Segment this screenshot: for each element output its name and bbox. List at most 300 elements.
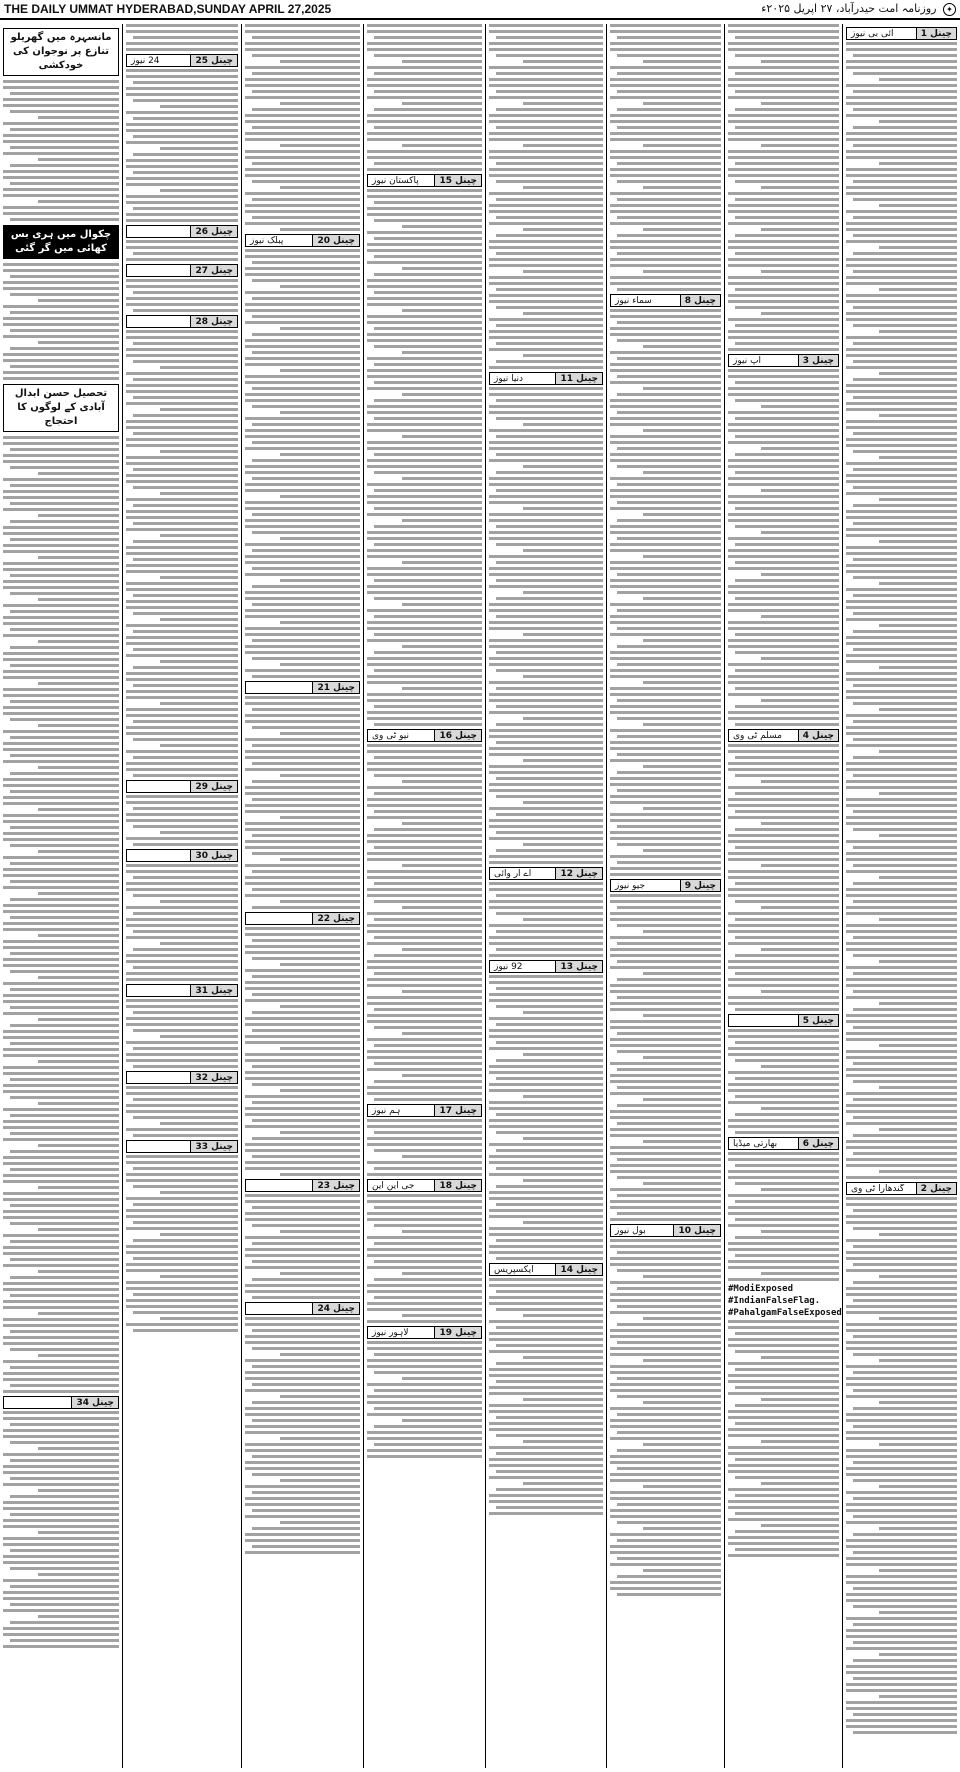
text-line [252, 1545, 360, 1548]
text-line [610, 258, 721, 261]
text-line [846, 1671, 957, 1674]
text-line [252, 1278, 360, 1281]
text-line [846, 1122, 957, 1125]
text-line [853, 270, 957, 273]
text-line [38, 724, 119, 727]
text-line [374, 1098, 482, 1101]
text-line [496, 930, 603, 933]
text-line [402, 1032, 483, 1035]
text-line [38, 299, 119, 302]
text-line [617, 1431, 721, 1434]
text-line [489, 1155, 603, 1158]
text-line [38, 1270, 119, 1273]
text-line [252, 531, 360, 534]
section-header: چینل 18 جی این این [367, 1179, 482, 1192]
text-line [10, 1024, 119, 1027]
text-line [496, 1506, 603, 1509]
text-line [610, 1293, 721, 1296]
text-line [280, 900, 361, 903]
text-line [610, 1062, 721, 1065]
text-line [252, 261, 360, 264]
text-line [846, 426, 957, 429]
text-line [245, 627, 360, 630]
text-line [846, 132, 957, 135]
text-line [879, 204, 957, 207]
text-line [367, 465, 482, 468]
text-line [846, 1377, 957, 1380]
text-line [846, 60, 957, 63]
text-line [846, 1176, 957, 1179]
text-line [367, 150, 482, 153]
text-line [367, 315, 482, 318]
text-line [10, 466, 119, 469]
text-line [610, 315, 721, 318]
text-line [846, 1473, 957, 1476]
text-line [853, 720, 957, 723]
text-line [133, 1185, 238, 1188]
text-line [617, 357, 721, 360]
text-line [252, 744, 360, 747]
text-line [374, 273, 482, 276]
text-line [610, 1257, 721, 1260]
text-line [3, 1072, 119, 1075]
section-header: چینل 12 اے آر وائی [489, 867, 603, 880]
text-line [280, 663, 361, 666]
text-line [496, 216, 603, 219]
text-line [496, 1434, 603, 1437]
text-line [728, 762, 839, 765]
article-text [126, 330, 238, 777]
text-line [489, 294, 603, 297]
article-text [728, 1029, 839, 1134]
text-line [402, 780, 483, 783]
text-line [643, 849, 721, 852]
text-line [846, 768, 957, 771]
text-line [489, 1476, 603, 1479]
text-line [367, 1413, 482, 1416]
text-line [245, 786, 360, 789]
text-line [3, 1084, 119, 1087]
text-line [610, 912, 721, 915]
text-line [133, 171, 238, 174]
text-line [367, 339, 482, 342]
text-line [846, 1020, 957, 1023]
text-line [610, 1128, 721, 1131]
text-line [10, 700, 119, 703]
article-text [489, 387, 603, 864]
text-line [617, 1395, 721, 1398]
text-line [126, 177, 238, 180]
text-line [489, 447, 603, 450]
text-line [489, 1209, 603, 1212]
text-line [489, 1071, 603, 1074]
text-line [245, 555, 360, 558]
text-line [10, 718, 119, 721]
text-line [846, 1431, 957, 1434]
text-line [10, 1384, 119, 1387]
text-line [10, 970, 119, 973]
text-line [245, 1143, 360, 1146]
text-line [126, 165, 238, 168]
article-text [245, 24, 360, 231]
text-line [367, 894, 482, 897]
text-line [367, 1092, 482, 1095]
text-line [728, 375, 839, 378]
text-line [496, 324, 603, 327]
text-line [643, 681, 721, 684]
text-line [133, 504, 238, 507]
text-line [126, 420, 238, 423]
text-line [728, 1035, 839, 1038]
text-line [610, 621, 721, 624]
article-text [126, 24, 238, 51]
article-text [846, 1197, 957, 1734]
text-line [489, 1107, 603, 1110]
text-line [735, 324, 839, 327]
text-line [728, 942, 839, 945]
text-line [617, 339, 721, 342]
text-line [3, 436, 119, 439]
text-line [245, 132, 360, 135]
text-line [126, 888, 238, 891]
text-line [133, 252, 238, 255]
text-line [846, 1014, 957, 1017]
text-line [523, 1356, 603, 1359]
text-line [367, 1143, 482, 1146]
text-line [617, 216, 721, 219]
text-line [610, 1188, 721, 1191]
text-line [280, 186, 361, 189]
text-line [367, 447, 482, 450]
text-line [252, 1029, 360, 1032]
text-line [489, 348, 603, 351]
text-line [496, 342, 603, 345]
text-line [610, 990, 721, 993]
text-line [846, 264, 957, 267]
text-line [245, 1023, 360, 1026]
text-line [245, 702, 360, 705]
text-line [489, 1410, 603, 1413]
text-line [280, 327, 361, 330]
text-line [160, 831, 238, 834]
text-line [735, 288, 839, 291]
text-line [126, 402, 238, 405]
text-line [245, 114, 360, 117]
text-line [245, 1467, 360, 1470]
text-line [280, 816, 361, 819]
text-line [126, 882, 238, 885]
text-line [489, 393, 603, 396]
text-line [617, 789, 721, 792]
text-line [846, 1575, 957, 1578]
text-line [610, 423, 721, 426]
text-line [252, 198, 360, 201]
text-line [761, 447, 839, 450]
text-line [245, 1443, 360, 1446]
text-line [853, 900, 957, 903]
text-line [374, 651, 482, 654]
text-line [728, 1170, 839, 1173]
text-line [735, 633, 839, 636]
text-line [610, 1545, 721, 1548]
text-line [728, 1416, 839, 1419]
text-line [245, 1236, 360, 1239]
text-line [489, 837, 603, 840]
text-line [735, 198, 839, 201]
text-line [126, 1287, 238, 1290]
text-line [735, 1131, 839, 1134]
text-line [374, 828, 482, 831]
text-line [496, 1308, 603, 1311]
article-text [489, 1278, 603, 1515]
text-line [252, 459, 360, 462]
text-line [853, 198, 957, 201]
text-line [489, 735, 603, 738]
text-line [374, 615, 482, 618]
text-line [610, 24, 721, 27]
text-line [160, 147, 238, 150]
text-line [133, 738, 238, 741]
text-line [3, 904, 119, 907]
text-line [3, 802, 119, 805]
text-line [374, 1389, 482, 1392]
section-header: چینل 34 [3, 1396, 119, 1409]
text-line [610, 1437, 721, 1440]
text-line [402, 645, 483, 648]
text-line [496, 1023, 603, 1026]
text-line [3, 526, 119, 529]
text-line [846, 150, 957, 153]
text-line [853, 1587, 957, 1590]
text-line [728, 501, 839, 504]
text-line [728, 639, 839, 642]
text-line [38, 682, 119, 685]
text-line [280, 453, 361, 456]
text-line [126, 1173, 238, 1176]
text-line [367, 1302, 482, 1305]
text-line [374, 108, 482, 111]
text-line [496, 669, 603, 672]
text-line [496, 90, 603, 93]
text-line [846, 1647, 957, 1650]
text-line [610, 1206, 721, 1209]
text-line [643, 639, 721, 642]
text-line [3, 982, 119, 985]
text-line [610, 156, 721, 159]
text-line [643, 228, 721, 231]
text-line [367, 321, 482, 324]
text-line [245, 249, 360, 252]
text-line [853, 1335, 957, 1338]
text-line [728, 960, 839, 963]
text-line [728, 1083, 839, 1086]
text-line [374, 507, 482, 510]
text-line [367, 591, 482, 594]
text-line [10, 1150, 119, 1153]
text-line [496, 453, 603, 456]
text-line [728, 585, 839, 588]
text-line [252, 1347, 360, 1350]
text-line [252, 36, 360, 39]
text-line [879, 1002, 957, 1005]
text-line [617, 447, 721, 450]
text-line [374, 126, 482, 129]
text-line [489, 24, 603, 27]
text-line [489, 699, 603, 702]
text-line [245, 876, 360, 879]
text-line [10, 952, 119, 955]
text-line [126, 246, 238, 249]
text-line [846, 258, 957, 261]
text-line [846, 1164, 957, 1167]
text-line [643, 1443, 721, 1446]
text-line [126, 552, 238, 555]
column-3 [606, 24, 724, 1768]
text-line [126, 672, 238, 675]
text-line [496, 471, 603, 474]
text-line [245, 696, 360, 699]
text-line [617, 645, 721, 648]
text-line [879, 414, 957, 417]
text-line [3, 1300, 119, 1303]
text-line [10, 1441, 119, 1444]
text-line [728, 852, 839, 855]
text-line [728, 1506, 839, 1509]
text-line [252, 762, 360, 765]
text-line [853, 774, 957, 777]
text-line [489, 1422, 603, 1425]
text-line [728, 30, 839, 33]
section-header: چینل 27 [126, 264, 238, 277]
text-line [252, 126, 360, 129]
text-line [126, 297, 238, 300]
text-line [846, 312, 957, 315]
text-line [10, 592, 119, 595]
text-line [610, 873, 721, 876]
text-line [735, 882, 839, 885]
text-line [617, 90, 721, 93]
text-line [610, 210, 721, 213]
text-line [245, 339, 360, 342]
text-line [735, 1368, 839, 1371]
text-line [3, 1465, 119, 1468]
text-line [374, 597, 482, 600]
text-line [846, 1545, 957, 1548]
text-line [846, 924, 957, 927]
text-line [489, 411, 603, 414]
text-line [496, 912, 603, 915]
text-line [367, 693, 482, 696]
text-line [367, 1437, 482, 1440]
text-line [245, 210, 360, 213]
text-line [367, 657, 482, 660]
text-line [489, 114, 603, 117]
text-line [280, 1230, 361, 1233]
text-line [38, 472, 119, 475]
text-line [126, 456, 238, 459]
text-line [126, 354, 238, 357]
text-line [617, 1104, 721, 1107]
text-line [728, 645, 839, 648]
text-line [489, 693, 603, 696]
text-line [610, 351, 721, 354]
text-line [846, 1221, 957, 1224]
text-line [126, 642, 238, 645]
text-line [610, 831, 721, 834]
text-line [367, 156, 482, 159]
text-line [10, 898, 119, 901]
text-line [846, 1689, 957, 1692]
text-line [3, 1525, 119, 1528]
section-header: چینل 15 پاکستان نیوز [367, 174, 482, 187]
text-line [126, 1323, 238, 1326]
text-line [245, 84, 360, 87]
text-line [160, 1275, 238, 1278]
text-line [728, 1278, 839, 1281]
text-line [38, 556, 119, 559]
text-line [3, 544, 119, 547]
text-line [10, 916, 119, 919]
text-line [610, 867, 721, 870]
text-line [252, 1119, 360, 1122]
text-line [610, 1551, 721, 1554]
text-line [3, 1288, 119, 1291]
text-line [126, 336, 238, 339]
text-line [489, 132, 603, 135]
text-line [252, 1242, 360, 1245]
text-line [617, 1521, 721, 1524]
text-line [846, 42, 957, 45]
text-line [374, 846, 482, 849]
text-line [735, 90, 839, 93]
text-line [133, 81, 238, 84]
text-line [126, 42, 238, 45]
text-line [489, 240, 603, 243]
text-line [489, 1494, 603, 1497]
text-line [126, 1281, 238, 1284]
text-line [846, 546, 957, 549]
text-line [728, 495, 839, 498]
text-line [846, 420, 957, 423]
text-line [489, 924, 603, 927]
text-line [496, 1380, 603, 1383]
text-line [728, 924, 839, 927]
text-line [610, 138, 721, 141]
text-line [367, 1248, 482, 1251]
text-line [3, 706, 119, 709]
text-line [133, 486, 238, 489]
text-line [245, 1071, 360, 1074]
text-line [245, 48, 360, 51]
text-line [245, 519, 360, 522]
text-line [617, 1032, 721, 1035]
text-line [126, 93, 238, 96]
text-line [610, 1074, 721, 1077]
text-line [245, 1149, 360, 1152]
text-line [853, 1533, 957, 1536]
text-line [374, 810, 482, 813]
text-line [728, 1089, 839, 1092]
text-line [252, 1224, 360, 1227]
text-line [853, 558, 957, 561]
text-line [853, 144, 957, 147]
text-line [10, 128, 119, 131]
text-line [728, 1194, 839, 1197]
text-line [3, 1591, 119, 1594]
section-header: چینل 32 [126, 1071, 238, 1084]
text-line [489, 747, 603, 750]
text-line [367, 762, 482, 765]
